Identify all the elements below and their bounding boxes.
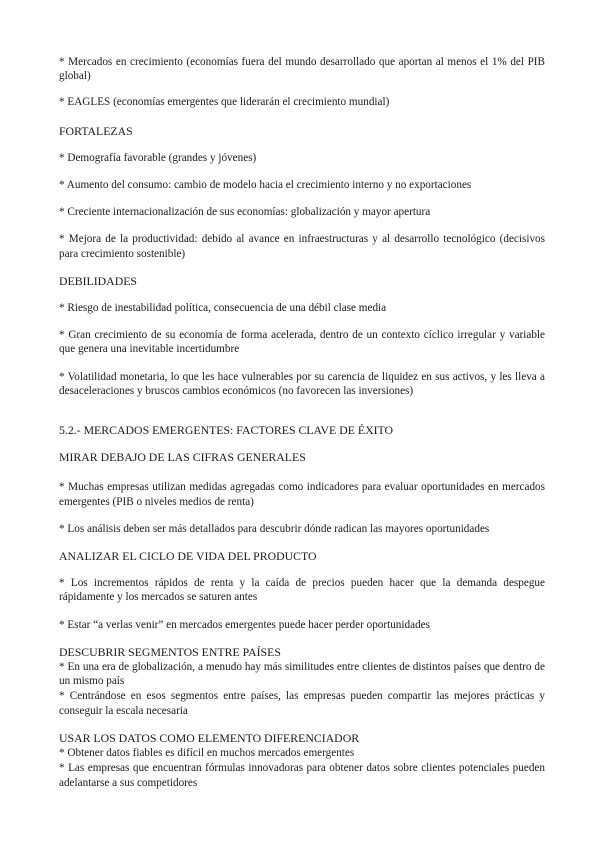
- bullet-globalizacion: * En una era de globalización, a menudo hay más similitudes entre clientes de distintos países que dentro de un mismo país: [59, 661, 545, 688]
- bullet-centrandose-segmentos: * Centrándose en esos segmentos entre países, las empresas pueden compartir las mejores prácticas y conseguir la escala necesaria: [59, 690, 545, 717]
- bullet-analisis-detallados: * Los análisis deben ser más detallados para descubrir dónde radican las mayores oportunidades: [59, 522, 490, 535]
- heading-cifras-generales: MIRAR DEBAJO DE LAS CIFRAS GENERALES: [59, 450, 306, 465]
- bullet-consumo: * Aumento del consumo: cambio de modelo hacia el crecimiento interno y no exportaciones: [59, 179, 472, 192]
- bullet-internacionalizacion: * Creciente internacionalización de sus economías: globalización y mayor apertura: [59, 206, 431, 219]
- bullet-volatilidad: * Volatilidad monetaria, lo que les hace vulnerables por su carencia de liquidez en sus activos, y les lleva a desaceleraciones y bruscos cambios económicos (no favorecen las inversiones): [59, 370, 545, 397]
- bullet-demografia: * Demografía favorable (grandes y jóvenes): [59, 151, 257, 164]
- bullet-datos-fiables: * Obtener datos fiables es difícil en muchos mercados emergentes: [59, 747, 355, 760]
- bullet-formulas-innovadoras: * Las empresas que encuentran fórmulas innovadoras para obtener datos sobre clientes potenciales pueden adelantarse a sus competidores: [59, 762, 545, 789]
- bullet-inestabilidad: * Riesgo de inestabilidad política, consecuencia de una débil clase media: [59, 302, 387, 315]
- heading-ciclo-vida: ANALIZAR EL CICLO DE VIDA DEL PRODUCTO: [59, 549, 317, 564]
- bullet-productividad: * Mejora de la productividad: debido al avance en infraestructuras y al desarrollo tecnológico (decisivos para crecimiento sostenible): [59, 233, 545, 260]
- document-page: [59, 55, 545, 790]
- heading-fortalezas: FORTALEZAS: [59, 123, 133, 138]
- bullet-mercados-crecimiento: * Mercados en crecimiento (economías fuera del mundo desarrollado que aportan al menos el 1% del PIB global): [59, 56, 545, 83]
- heading-segmentos-paises: DESCUBRIR SEGMENTOS ENTRE PAÍSES: [59, 644, 281, 659]
- heading-debilidades: DEBILIDADES: [59, 273, 137, 288]
- heading-datos-diferenciador: USAR LOS DATOS COMO ELEMENTO DIFERENCIADOR: [59, 730, 360, 745]
- bullet-medidas-agregadas: * Muchas empresas utilizan medidas agregadas como indicadores para evaluar oportunidades en mercados emergentes (PIB o niveles medios de renta): [59, 481, 545, 508]
- bullet-crecimiento-acelerado: * Gran crecimiento de su economía de forma acelerada, dentro de un contexto cíclico irregular y variable que genera una inevitable incertidumbre: [59, 329, 545, 356]
- section-heading-factores-clave: 5.2.- MERCADOS EMERGENTES: FACTORES CLAVE DE ÉXITO: [59, 423, 394, 438]
- bullet-incrementos-renta: * Los incrementos rápidos de renta y la caída de precios pueden hacer que la demanda despegue rápidamente y los mercados se saturen antes: [59, 577, 545, 604]
- bullet-eagles: * EAGLES (economías emergentes que liderarán el crecimiento mundial): [59, 96, 390, 109]
- bullet-a-verlas-venir: * Estar “a verlas venir” en mercados emergentes puede hacer perder oportunidades: [59, 618, 430, 631]
